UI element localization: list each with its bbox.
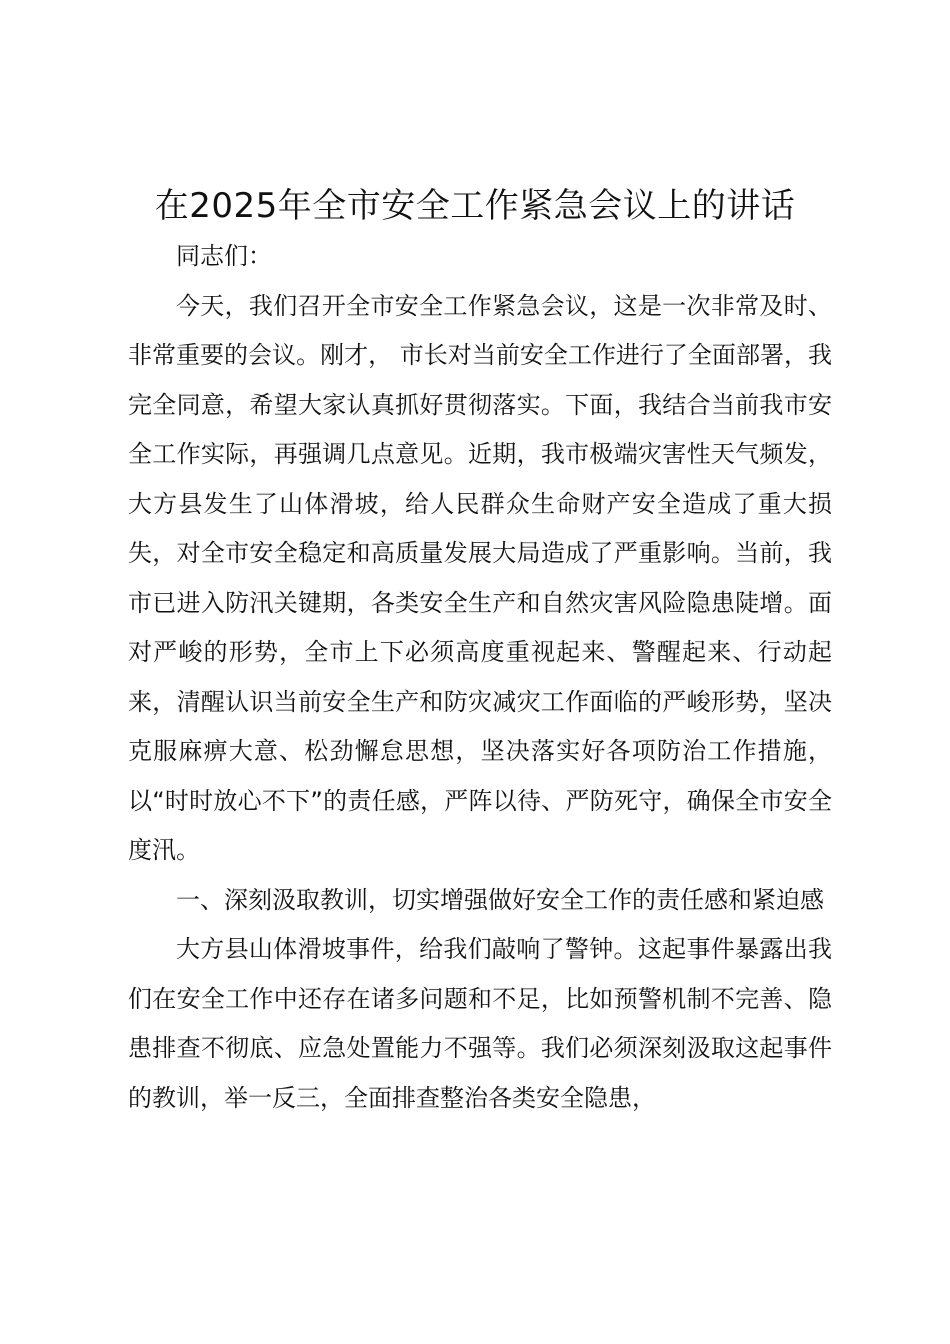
document-title: 在2025年全市安全工作紧急会议上的讲话	[154, 186, 796, 226]
section-1-paragraph: 大方县山体滑坡事件，给我们敲响了警钟。这起事件暴露出我们在安全工作中还存在诸多问题和不足，比如预警机制不完善、隐患排查不彻底、应急处置能力不强等。我们必须深刻汲取这起事件的教训，举一反三，全面排查整治各类安全隐患，	[128, 935, 832, 1112]
section-heading-1: 一、深刻汲取教训，切实增强做好安全工作的责任感和紧迫感	[176, 885, 824, 914]
intro-paragraph: 今天，我们召开全市安全工作紧急会议，这是一次非常及时、非常重要的会议。刚才， 市长对当前安全工作进行了全面部署，我完全同意，希望大家认真抓好贯彻落实。下面，我结合当前我市安全工作实际，再强调几点意见。近期，我市极端灾害性天气频发，大方县发生了山体滑坡，给人民群众生命财产安全造成了重大损失，对全市安全稳定和高质量发展大局造成了严重影响。当前，我市已进入防汛关键期，各类安全生产和自然灾害风险隐患陡增。面对严峻的形势，全市上下必须高度重视起来、警醒起来、行动起来，清醒认识当前安全生产和防灾减灾工作面临的严峻形势，坚决克服麻痹大意、松劲懈怠思想，坚决落实好各项防治工作措施，以“时时放心不下”的责任感，严阵以待、严防死守，确保全市安全度汛。	[128, 291, 832, 864]
document-body	[128, 232, 832, 1123]
salutation: 同志们：	[176, 242, 272, 270]
